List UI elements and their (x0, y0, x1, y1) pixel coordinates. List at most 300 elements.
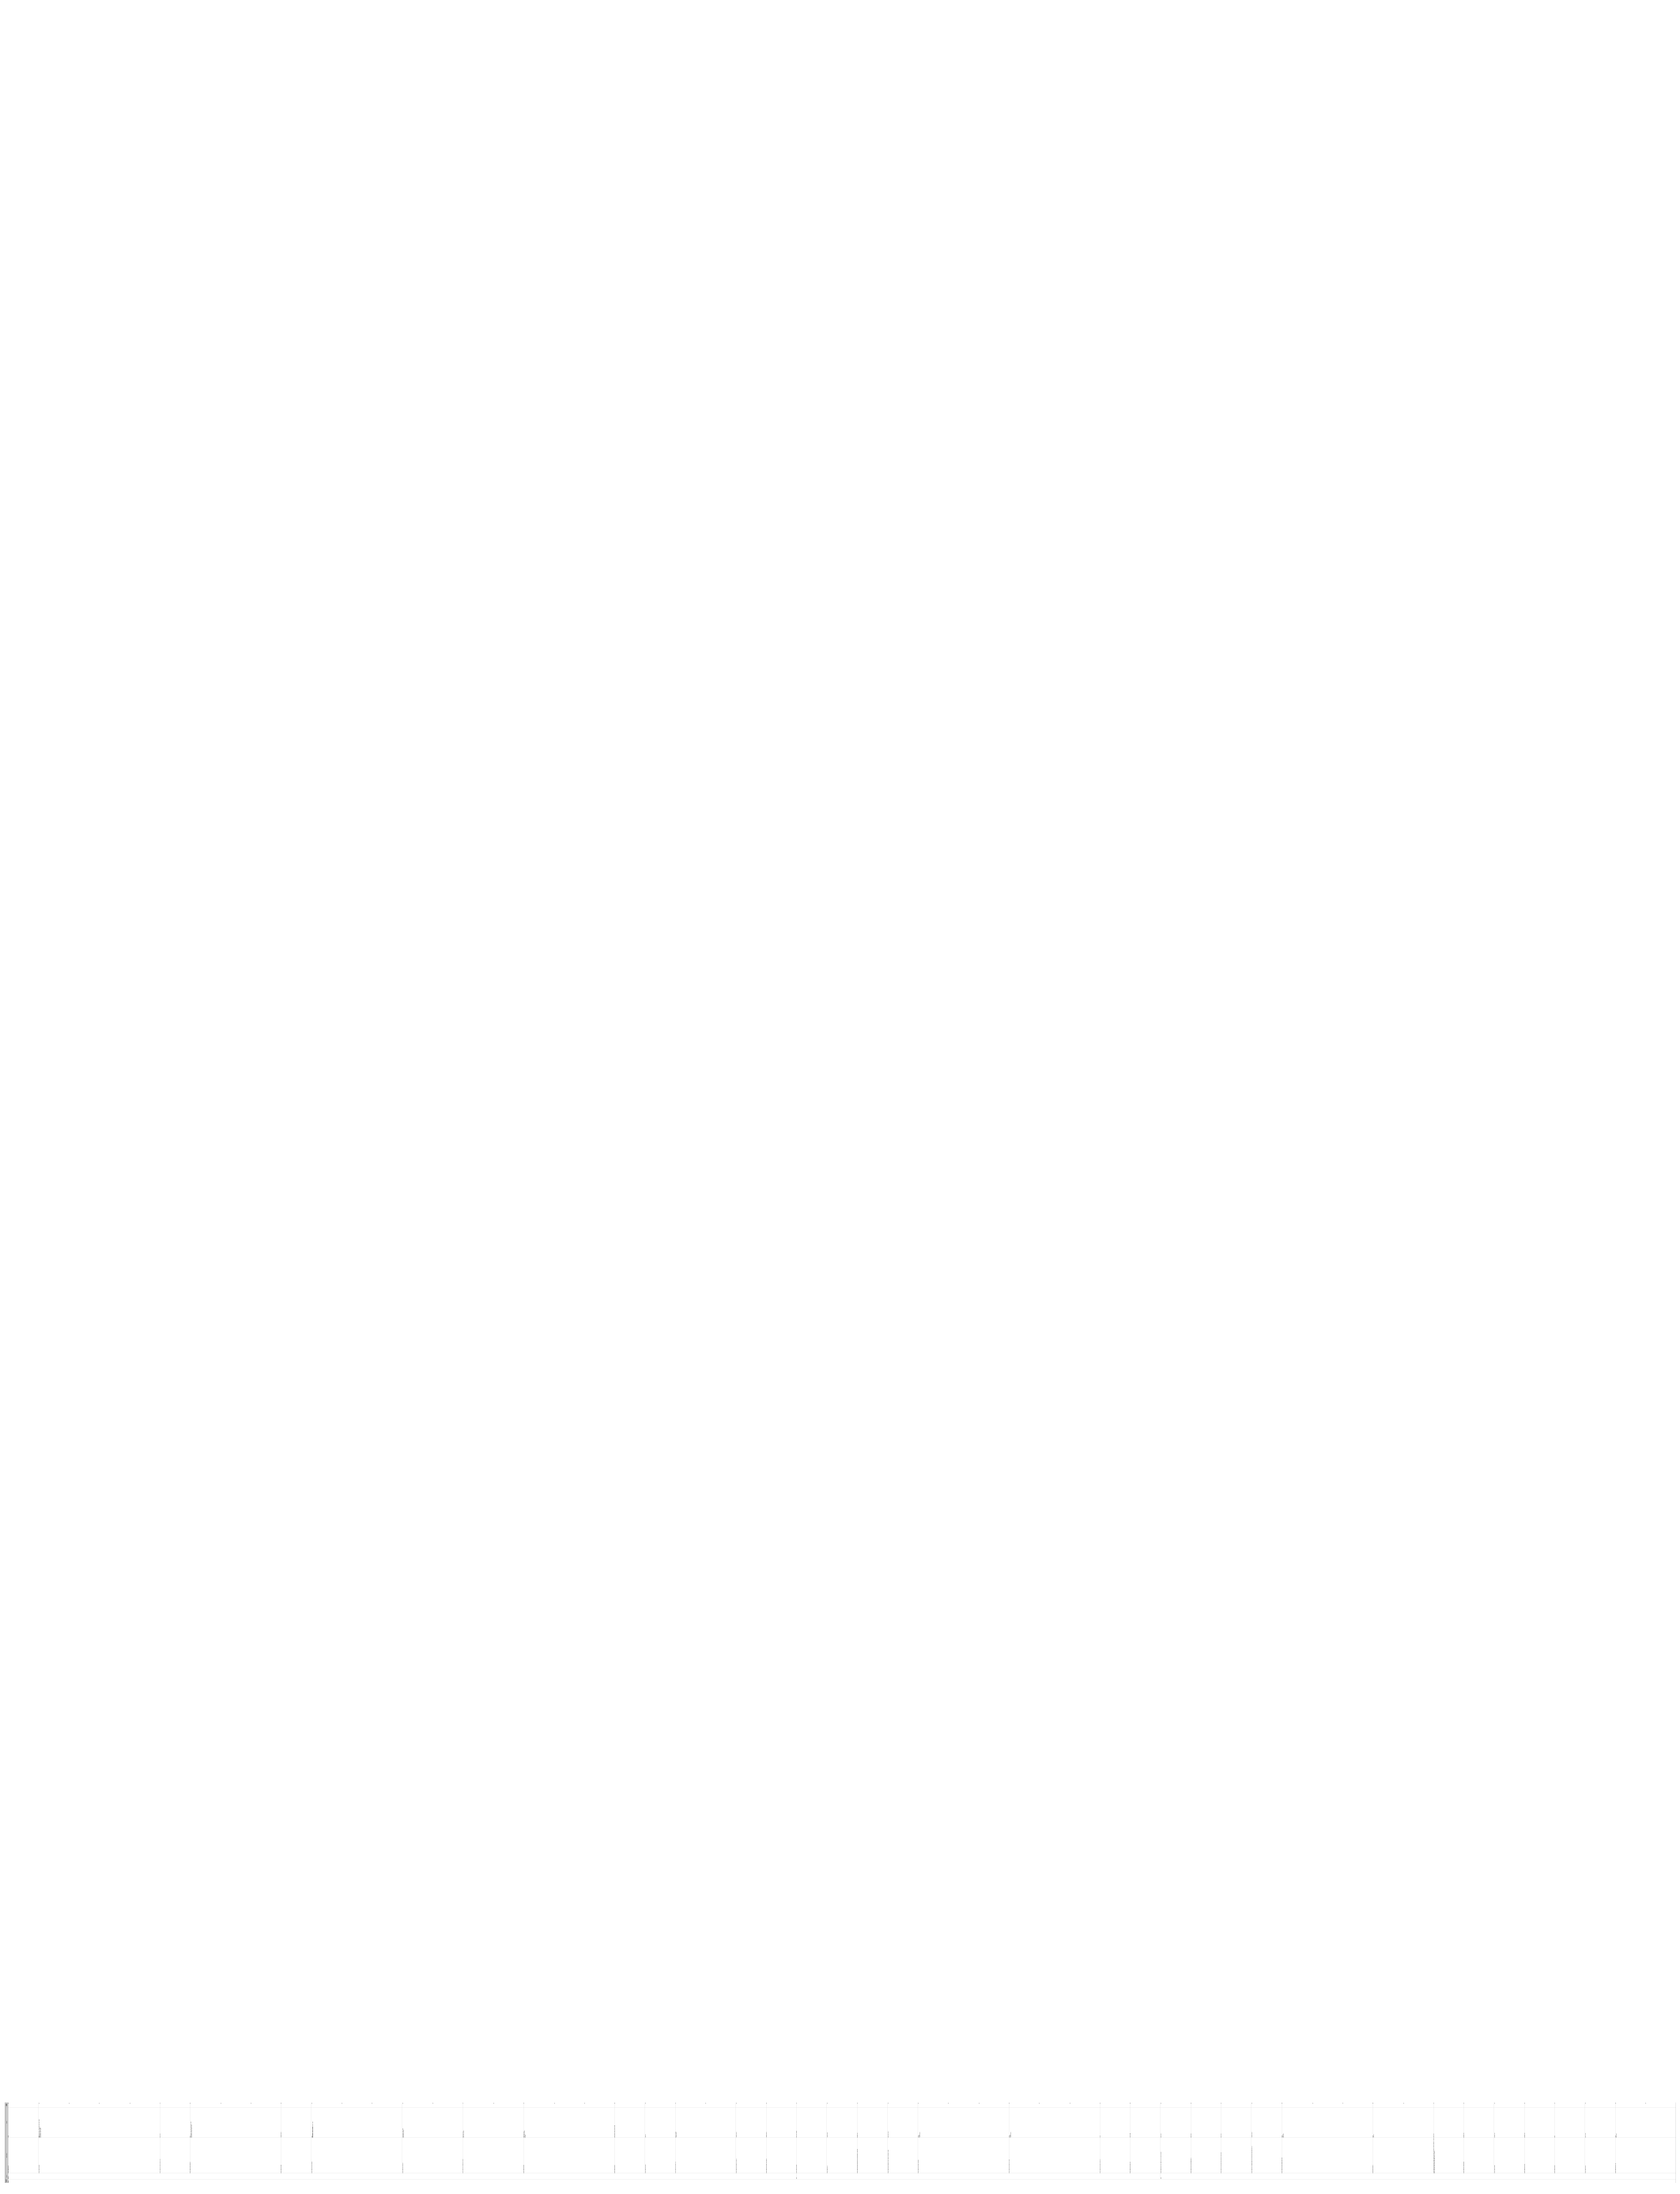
actividad-cell (857, 2107, 887, 2138)
indice-value: 0,18 (1615, 2102, 1617, 2104)
actividad-cell (736, 2107, 766, 2138)
ambito-cell: Términos municipales de: Hostalets de Pierola (Els) y Piera (160, 2138, 190, 2173)
rotated-table-sheet (5, 2102, 1647, 2183)
indice-value: 0,16 (948, 2102, 949, 2104)
ambito-cell: Términos municipales de la comarca de: PLA DE L'ESTANY (1100, 2138, 1130, 2173)
indice-value: 0,26 (796, 2102, 798, 2104)
ambito-cell: Términos municipales de: Alcarràs, Bellcaire d'Urgell, Massalcoreig y Sarroca de Lleida (1221, 2138, 1252, 2173)
comunidad-cell (614, 2179, 644, 2183)
table-row (1585, 2102, 1615, 2183)
table-row (8, 2102, 38, 2183)
provincia-cell (1585, 2173, 1615, 2179)
ambito-cell: Términos municipales de: Sant Joan Despí (402, 2138, 463, 2173)
ambito-cell: Términos municipales de: Sant Sadurní d'Anoia y Torrelavit (463, 2138, 524, 2173)
comunidad-cell (1100, 2179, 1130, 2183)
ambito-cell: Términos municipales de: Amer (827, 2138, 857, 2173)
actividad-entry: Uva para vino con D.O. (675, 2132, 677, 2138)
indice-cell (614, 2102, 644, 2107)
actividad-cell (1282, 2107, 1372, 2138)
actividad-entry: Patata (311, 2135, 312, 2138)
header-ambito: Ambito Territorial (5, 2138, 8, 2173)
actividad-entry: Frutos no cítricos: Cereza (462, 2131, 464, 2138)
table-row (675, 2102, 736, 2183)
actividad-entry: Oleaginosas (1009, 2134, 1010, 2138)
indice-value: 0,09 (826, 2102, 828, 2104)
indice-value: 0,18 (1009, 2102, 1010, 2104)
comunidad-cell (645, 2179, 675, 2183)
comunidad-cell (190, 2179, 281, 2183)
actividad-entry: Frutos secos: Almendra (675, 2132, 676, 2138)
indice-value: 0,11 (1069, 2102, 1070, 2104)
indice-value: 0,26 (1342, 2102, 1343, 2104)
ambito-cell: Términos municipales de: Molsosa (La) (1524, 2138, 1554, 2173)
comunidad-cell (1009, 2179, 1100, 2183)
indice-value: 0,26 (523, 2102, 525, 2104)
indice-cell (1555, 2102, 1585, 2107)
comunidad-cell (827, 2179, 857, 2183)
actividad-entry: Frutos no cítricos: Melocotón (463, 2130, 465, 2138)
ambito-cell: Términos municipales de la comarca de: BAIX LLOBREGAT (736, 2138, 766, 2173)
provincia-cell (1252, 2173, 1282, 2179)
indice-value: 0,06 (1524, 2102, 1525, 2104)
indice-value: 0,11 (1493, 2102, 1495, 2104)
actividad-entry: Leguminosas (1282, 2134, 1283, 2138)
actividad-entry: Cereales (1282, 2135, 1283, 2138)
actividad-cell (675, 2107, 736, 2138)
indice-cell (1221, 2102, 1252, 2107)
indice-value: 0,22 (1463, 2102, 1465, 2104)
actividad-entry: Frutos no cítricos: Cereza (887, 2131, 889, 2138)
header-comunidad: Comunidad Autónoma (6, 2179, 7, 2183)
comunidad-cell (1555, 2179, 1585, 2183)
table-row (523, 2102, 614, 2183)
table-row (1433, 2102, 1463, 2183)
provincia-cell (190, 2173, 281, 2179)
actividad-entry: Uva para vino con D.O. (735, 2132, 737, 2138)
header-indice: Indice rendimiento neto (6, 2103, 8, 2107)
comunidad-cell (1433, 2179, 1463, 2183)
actividad-cell (797, 2107, 827, 2138)
comunidad-cell (675, 2179, 736, 2183)
actividad-cell (311, 2107, 402, 2138)
indice-value: 0,26 (1433, 2102, 1434, 2104)
ambito-cell: Términos municipales de: Alòs de Balaguer, Balaguer, Gavet de la Conca, Isona i Conca Dellà, Llimiana y Tremp (1252, 2138, 1282, 2173)
ambito-cell: Términos municipales de: Ponts (1585, 2138, 1615, 2173)
comunidad-cell (311, 2179, 402, 2183)
indice-cell (1372, 2102, 1433, 2107)
header-actividad: Actividad (5, 2107, 8, 2138)
indice-cell (797, 2102, 827, 2107)
table-row (614, 2102, 644, 2183)
indice-value: 0,13 (918, 2102, 919, 2104)
ambito-cell: Término municipal de: Vilagrassa (1372, 2138, 1433, 2173)
table-row (1372, 2102, 1433, 2183)
indice-cell (1100, 2102, 1130, 2107)
ambito-cell: Términos municipales de: Albesa, Alfés, Sentiu de Sió (La), Seròs, Sunyer y Torre-serona (1161, 2138, 1191, 2173)
indice-cell (1615, 2102, 1676, 2107)
provincia-cell (1191, 2173, 1221, 2179)
ambito-cell: Términos municipales de la comarca de: ALT EMPORDA (918, 2138, 1009, 2173)
indice-value: 0,06 (583, 2102, 585, 2104)
comunidad-cell (1161, 2179, 1191, 2183)
indice-cell (1161, 2102, 1191, 2107)
actividad-entry: Patata (38, 2135, 40, 2138)
actividad-entry: Productos hortícolas: Acelga y espinaca (40, 2128, 41, 2138)
actividad-cell (1191, 2107, 1221, 2138)
provincia-cell (736, 2173, 766, 2179)
indice-value: 0,13 (190, 2102, 191, 2104)
table-row (918, 2102, 1009, 2183)
ambito-cell: Términos municipales de: Brunyola i Sant Martí Sapresa, Celrà, Sant Julià de Ramis y Sant Martí Vell (857, 2138, 887, 2173)
table-row (1130, 2102, 1160, 2183)
indice-value: 0,18 (614, 2102, 616, 2104)
comunidad-cell (463, 2179, 524, 2183)
provincia-cell (1615, 2173, 1676, 2179)
actividad-cell (766, 2107, 796, 2138)
actividad-entry: Cereales (1615, 2135, 1617, 2138)
actividad-cell (1100, 2107, 1130, 2138)
provincia-cell (645, 2173, 675, 2179)
indice-cell (888, 2102, 918, 2107)
provincia-cell (1130, 2173, 1160, 2179)
actividad-entry: Leguminosas (1373, 2134, 1374, 2138)
actividad-entry: Oleaginosas: Colza (1463, 2132, 1465, 2138)
table-row (645, 2102, 675, 2183)
actividad-entry: Patata (190, 2135, 191, 2138)
indice-value: 0,06 (1251, 2102, 1252, 2104)
actividad-entry: Frutos secos: Nuez (1584, 2132, 1586, 2138)
provincia-cell (39, 2173, 160, 2179)
comunidad-cell (1221, 2179, 1252, 2183)
comunidad-cell (39, 2179, 160, 2183)
indice-cell (463, 2102, 524, 2107)
provincia-cell (1221, 2173, 1252, 2179)
actividad-entry: Productos hortícolas: Cebolla, col-repollo y lechuga (614, 2125, 616, 2138)
indice-cell (281, 2102, 311, 2107)
indice-cell (190, 2102, 281, 2107)
comunidad-cell (1524, 2179, 1554, 2183)
table-row (1100, 2102, 1130, 2183)
actividad-entry: Oleaginosas (524, 2134, 526, 2138)
table-row (827, 2102, 857, 2183)
provincia-cell: Lleida (1161, 2173, 1191, 2179)
actividad-cell (1372, 2107, 1433, 2138)
ambito-cell: Términos municipales de: Aiguaviva (797, 2138, 827, 2173)
actividad-entry: Frutos no cítricos (1616, 2133, 1617, 2138)
indice-cell (160, 2102, 190, 2107)
indice-value: 0,09 (372, 2102, 373, 2104)
indice-cell (1009, 2102, 1100, 2107)
indice-cell (311, 2102, 402, 2107)
table-row (1524, 2102, 1554, 2183)
ambito-cell: Términos municipales de: Oliana (1555, 2138, 1585, 2173)
actividad-cell (190, 2107, 281, 2138)
table-row (1009, 2102, 1100, 2183)
indice-value: 0,16 (705, 2102, 707, 2104)
indice-value: 0,26 (887, 2102, 889, 2104)
indice-cell (1282, 2102, 1372, 2107)
ambito-cell: Términos municipales de: Sabadell (281, 2138, 311, 2173)
indice-value: 0,13 (1312, 2102, 1313, 2104)
indice-value: 0,16 (1039, 2102, 1040, 2104)
indice-cell (1130, 2102, 1160, 2107)
provincia-cell (1463, 2173, 1493, 2179)
rendimiento-table (5, 2102, 1676, 2183)
indice-cell (1524, 2102, 1554, 2107)
provincia-cell (827, 2173, 857, 2179)
indice-value: 0,05 (1584, 2102, 1586, 2104)
actividad-cell (1555, 2107, 1585, 2138)
provincia-cell (918, 2173, 1009, 2179)
actividad-entry: Oleaginosas: Colza (1493, 2132, 1495, 2138)
actividad-entry: Productos hortícolas: Calçots, cebolla, cebolleta, coliflor, escarola y lechuga (39, 2119, 40, 2138)
indice-cell (918, 2102, 1009, 2107)
actividad-entry: Oleaginosas: Colza (1524, 2132, 1525, 2138)
comunidad-cell (160, 2179, 190, 2183)
actividad-entry: Cereales (1009, 2135, 1010, 2138)
actividad-cell (918, 2107, 1009, 2138)
ambito-cell: Términos municipales de: Aitona, Alamús (Els), Albatàrrec, Alguaire, Almatret, Arbeca, Aspa, Benavent de Segrià, Borges Blanques (Les), Corbins, Llardecans, Lleida, Maials, Montgai, Montoliu de Lleida, Sudanell, Torrebesses y Torrefarrera (1433, 2138, 1463, 2173)
ambito-cell: Términos municipales de: Torres de Segre (1615, 2138, 1676, 2173)
table-row (766, 2102, 796, 2183)
ambito-cell: Términos municipales de la comarca de: ANOIA (675, 2138, 736, 2173)
actividad-entry: Productos hortícolas: Col-repollo y espinaca (312, 2127, 314, 2138)
provincia-cell (281, 2173, 311, 2179)
actividad-entry: Oleaginosas (918, 2134, 919, 2138)
comunidad-cell (1191, 2179, 1221, 2183)
provincia-cell (463, 2173, 524, 2179)
ambito-cell: Términos municipales de: Subirats (523, 2138, 614, 2173)
actividad-cell (1585, 2107, 1615, 2138)
indice-value: 0,26 (1554, 2102, 1556, 2104)
provincia-cell (1494, 2173, 1524, 2179)
actividad-entry: Productos hortícolas: Col-repollo y rábano (40, 2127, 41, 2138)
indice-value: 0,18 (1372, 2102, 1374, 2104)
actividad-entry: Frutos no cítricos (1433, 2133, 1434, 2138)
indice-value: 0,18 (1130, 2102, 1131, 2104)
table-row (857, 2102, 887, 2183)
actividad-cell (1252, 2107, 1282, 2138)
actividad-entry: Frutos no cítricos (1160, 2133, 1161, 2138)
indice-value: 0,18 (1282, 2102, 1283, 2104)
indice-value: 0,13 (129, 2102, 130, 2104)
actividad-cell (39, 2107, 160, 2138)
provincia-cell (1009, 2173, 1100, 2179)
indice-value: 0,19 (1160, 2102, 1161, 2104)
actividad-entry: Productos hortícolas: Col-repollo, espinacas y calçots (191, 2124, 192, 2138)
table-row (402, 2102, 463, 2183)
table-row (311, 2102, 402, 2183)
indice-value: 0,11 (281, 2102, 282, 2104)
ambito-cell: Términos municipales de: Anglesola, Bellpuig, Preixana y Tàrrega (1282, 2138, 1372, 2173)
indice-value: 0,13 (402, 2102, 403, 2104)
actividad-entry: Oleaginosas: Colza (857, 2132, 859, 2138)
comunidad-cell (1494, 2179, 1524, 2183)
provincia-cell (857, 2173, 887, 2179)
indice-value: 0,07 (1645, 2102, 1647, 2104)
table-row (736, 2102, 766, 2183)
ambito-cell: Términos municipales de: Tordera (614, 2138, 644, 2173)
ambito-cell: Términos municipales de la comarca de: BAIX EMPORDA (1009, 2138, 1100, 2173)
actividad-entry: Productos hortícolas: Col-repollo (402, 2129, 404, 2138)
ambito-cell: Términos municipales de: Moià (8, 2138, 38, 2173)
indice-value: 0,18 (644, 2102, 646, 2104)
provincia-cell (311, 2173, 402, 2179)
actividad-entry: Cereales (918, 2135, 919, 2138)
actividad-cell (1433, 2107, 1463, 2138)
provincia-cell (523, 2173, 614, 2179)
provincia-cell (766, 2173, 796, 2179)
provincia-cell (1282, 2173, 1372, 2179)
provincia-cell (160, 2173, 190, 2179)
actividad-entry: Cereales (8, 2135, 9, 2138)
comunidad-cell: Cataluña (8, 2181, 9, 2183)
actividad-entry: Productos hortícolas: Acelga, cebolla, cebolleta, coliflor y escarola (191, 2121, 192, 2138)
table-row (888, 2102, 918, 2183)
comunidad-cell (857, 2179, 887, 2183)
provincia-cell (675, 2173, 736, 2179)
indice-value: 0,13 (311, 2102, 312, 2104)
actividad-entry: Cereales (1372, 2135, 1374, 2138)
indice-value: 0,16 (735, 2102, 737, 2104)
indice-value: 0,19 (553, 2102, 555, 2104)
indice-cell (1585, 2102, 1615, 2107)
indice-cell (8, 2102, 38, 2107)
actividad-entry: Frutos no cítricos: Melocotón (524, 2130, 525, 2138)
indice-value: 0,26 (462, 2102, 464, 2104)
table-row (1252, 2102, 1282, 2183)
table-row (1463, 2102, 1493, 2183)
indice-cell (1494, 2102, 1524, 2107)
comunidad-cell (281, 2179, 311, 2183)
ambito-cell: Términos municipales de: Vacarisses (645, 2138, 675, 2173)
provincia-cell: Girona (797, 2173, 827, 2179)
provincia-cell (1524, 2173, 1554, 2179)
actividad-entry: Productos hortícolas: Acelga, cebolla, cebolleta, coliflor y escarola (311, 2121, 313, 2138)
actividad-entry: Cereales: Cebada (1130, 2133, 1131, 2138)
indice-value: 0,22 (857, 2102, 859, 2104)
ambito-cell: Términos municipales de: Biure, Boadella i les Escaules, Cistella, Llers, Pont de Molins y Terrades (888, 2138, 918, 2173)
actividad-cell (160, 2107, 190, 2138)
actividad-entry: Leguminosas (644, 2134, 646, 2138)
ambito-cell: Términos municipales de: Prat de Llobregat (El) (190, 2138, 281, 2173)
ambito-cell: Términos municipales de: Palafolls (39, 2138, 160, 2173)
comunidad-cell (523, 2179, 614, 2183)
ambito-cell: Términos municipales de: Alcanó, Alpicat y Granja d'Escarp (La) (1191, 2138, 1221, 2173)
actividad-cell (1221, 2107, 1252, 2138)
table-row (160, 2102, 190, 2183)
actividad-cell (8, 2107, 38, 2138)
indice-value: 0,13 (1403, 2102, 1404, 2104)
indice-cell (675, 2102, 736, 2107)
comunidad-cell (1130, 2179, 1160, 2183)
actividad-entry: Uva para vino con D.O. (281, 2132, 282, 2138)
provincia-cell (1100, 2173, 1130, 2179)
indice-value: 0,13 (69, 2102, 70, 2104)
table-row (281, 2102, 311, 2183)
indice-cell (645, 2102, 675, 2107)
ambito-cell: Términos municipales de la comarca de: VALLES ORIENTAL (766, 2138, 796, 2173)
actividad-cell (1161, 2107, 1191, 2138)
indice-value: 0,18 (675, 2102, 676, 2104)
table-row (1221, 2102, 1252, 2183)
actividad-entry: Uva para vino con D.O. (766, 2132, 767, 2138)
actividad-cell (463, 2107, 524, 2138)
actividad-cell (1494, 2107, 1524, 2138)
comunidad-cell (888, 2179, 918, 2183)
indice-cell (1252, 2102, 1282, 2107)
ambito-cell: Términos municipales de: Sant Boi de Llobregat (311, 2138, 402, 2173)
table-row (1282, 2102, 1372, 2183)
indice-cell (1463, 2102, 1493, 2107)
actividad-cell (1524, 2107, 1554, 2138)
actividad-entry: Productos hortícolas: Cebolla y coliflor (402, 2128, 403, 2138)
actividad-entry: Uva para vino sin D.O. (826, 2132, 828, 2138)
indice-value: 0,11 (766, 2102, 767, 2104)
comunidad-cell (1585, 2179, 1615, 2183)
table-row (463, 2102, 524, 2183)
table-row (1615, 2102, 1676, 2183)
indice-cell (857, 2102, 887, 2107)
indice-cell (1191, 2102, 1221, 2107)
actividad-entry: Uva para vino con D.O. (919, 2132, 920, 2138)
provincia-cell (402, 2173, 463, 2179)
actividad-entry: Frutos no cítricos (1221, 2133, 1222, 2138)
actividad-entry: Forrajes (1554, 2135, 1556, 2138)
indice-value: 0,09 (432, 2102, 434, 2104)
comunidad-cell (918, 2179, 1009, 2183)
comunidad-cell (766, 2179, 796, 2183)
indice-cell (736, 2102, 766, 2107)
table-row (190, 2102, 281, 2183)
table-row (1555, 2102, 1585, 2183)
indice-value: 0,13 (8, 2102, 9, 2104)
indice-value: 0,13 (38, 2102, 40, 2104)
indice-cell (39, 2102, 160, 2107)
ambito-cell: Términos municipales de: Lladurs (1494, 2138, 1524, 2173)
comunidad-cell (1372, 2179, 1433, 2183)
actividad-cell (281, 2107, 311, 2138)
actividad-cell (827, 2107, 857, 2138)
actividad-cell (614, 2107, 644, 2138)
provincia-cell: Barcelona (8, 2173, 38, 2179)
indice-cell (827, 2102, 857, 2107)
header-provincia: Provincia (6, 2174, 7, 2178)
actividad-cell (402, 2107, 463, 2138)
actividad-entry: Frutos no cítricos: Manzana (796, 2131, 798, 2138)
actividad-entry: Uva para vino con D.O. (1010, 2132, 1011, 2138)
comunidad-cell (1282, 2179, 1372, 2183)
actividad-entry: Frutos no cítricos (1282, 2133, 1284, 2138)
table-row (1191, 2102, 1221, 2183)
indice-cell (402, 2102, 463, 2107)
actividad-cell (1130, 2107, 1160, 2138)
comunidad-cell (1463, 2179, 1493, 2183)
provincia-cell (614, 2173, 644, 2179)
provincia-cell (1555, 2173, 1585, 2179)
indice-value: 0,16 (978, 2102, 980, 2104)
ambito-cell: Términos municipales de: Castellar de la Ribera (1463, 2138, 1493, 2173)
provincia-cell (888, 2173, 918, 2179)
actividad-cell (1463, 2107, 1493, 2138)
actividad-cell (888, 2107, 918, 2138)
table-row (797, 2102, 827, 2183)
indice-value: 0,13 (220, 2102, 221, 2104)
actividad-cell (523, 2107, 614, 2138)
indice-cell (766, 2102, 796, 2107)
indice-value: 0,19 (493, 2102, 494, 2104)
provincia-cell (1372, 2173, 1433, 2179)
